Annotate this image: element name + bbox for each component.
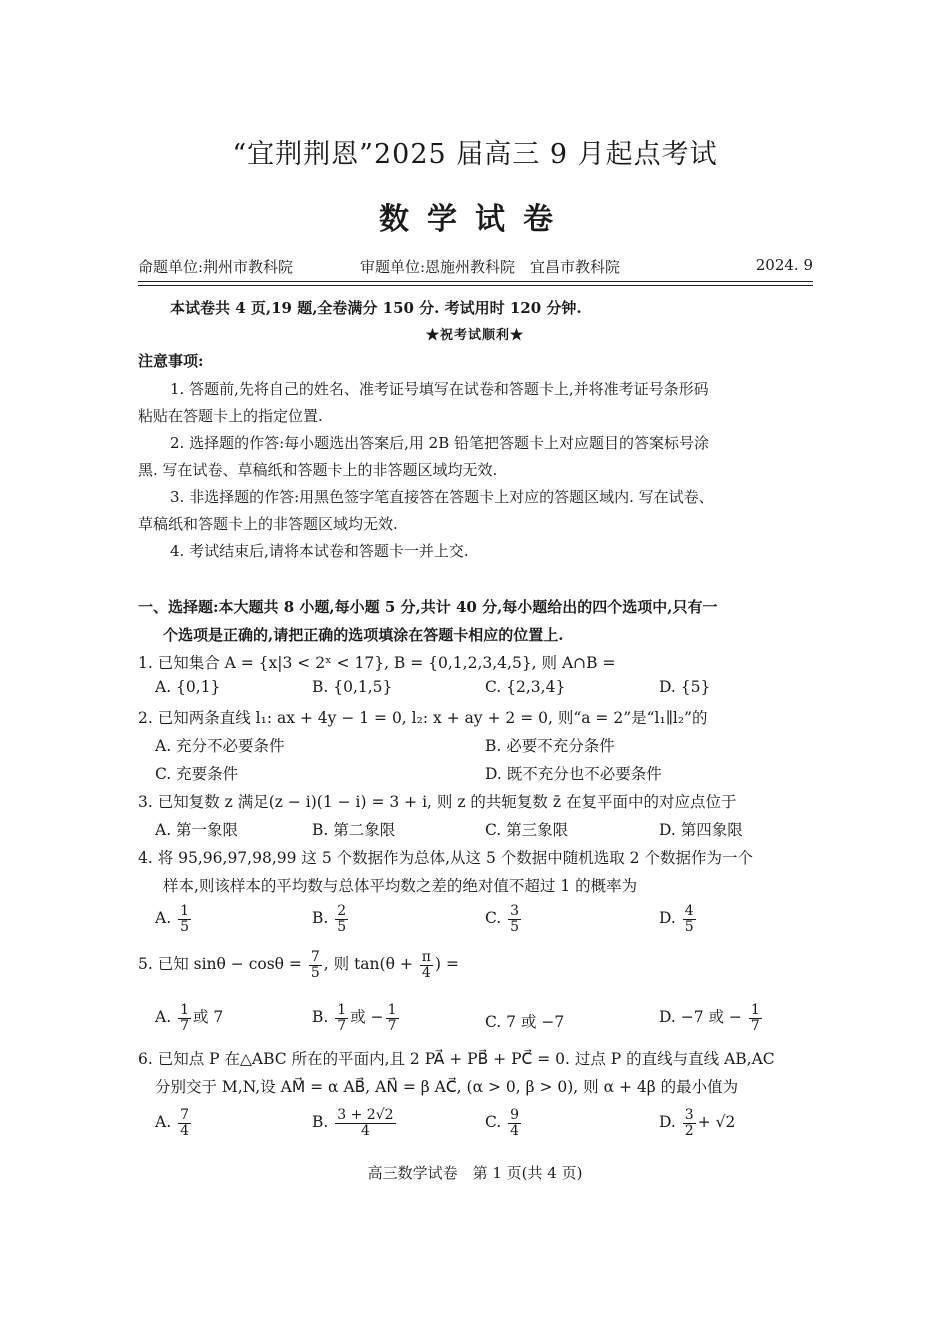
page-footer: 高三数学试卷 第 1 页(共 4 页) [367, 1164, 583, 1182]
proposer-unit: 命题单位:荆州市教科院 [138, 258, 294, 276]
question-6-option-a [155, 1108, 193, 1138]
question-3-option-b: B. 第二象限 [312, 821, 396, 839]
question-5-option-d [659, 1003, 764, 1033]
question-5-middle: , 则 tan(θ + [323, 955, 413, 974]
fraction [508, 904, 521, 934]
option-label: D. [659, 909, 676, 928]
option-label: C. [485, 909, 502, 928]
option-label: C. [485, 1113, 502, 1132]
denominator: 4 [421, 964, 431, 981]
option-label: A. [155, 1008, 172, 1027]
question-6-stem-line2: 分别交于 M,N,设 AM⃗ = α AB⃗, AN⃗ = β AC⃗, (α > 0, β > 0), 则 α + 4β 的最小值为 [155, 1078, 739, 1096]
denominator: 7 [180, 1017, 189, 1034]
fraction [683, 1108, 696, 1138]
question-1-option-b: B. {0,1,5} [312, 678, 393, 696]
question-3-stem: 3. 已知复数 z 满足(z − i)(1 − i) = 3 + i, 则 z 的共轭复数 z̄ 在复平面中的对应点位于 [138, 793, 737, 811]
fraction [749, 1003, 762, 1033]
exam-title: “宜荆荆恩”2025 届高三 9 月起点考试 [232, 139, 718, 170]
exam-intro: 本试卷共 4 页,19 题,全卷满分 150 分. 考试用时 120 分钟. [170, 299, 582, 317]
option-label: A. [155, 909, 172, 928]
denominator: 5 [510, 918, 520, 935]
numerator: 3 [684, 1107, 694, 1123]
fraction [420, 950, 433, 980]
question-5-option-c: C. 7 或 −7 [485, 1013, 565, 1031]
numerator: 4 [684, 903, 694, 919]
denominator: 5 [337, 918, 347, 935]
denominator: 5 [310, 964, 320, 981]
question-6-option-d [659, 1108, 735, 1138]
question-2-option-b: B. 必要不充分条件 [485, 737, 615, 755]
numerator: 1 [180, 1002, 189, 1018]
denominator: 4 [360, 1122, 370, 1139]
option-text: + √2 [697, 1113, 736, 1132]
notice-item-3-line1: 3. 非选择题的作答:用黑色签字笔直接答在答题卡上对应的答题区域内. 写在试卷、 [170, 488, 714, 506]
fraction [335, 1108, 395, 1138]
numerator: 3 + 2√2 [337, 1107, 394, 1123]
option-label: B. [312, 1113, 329, 1132]
notice-item-4: 4. 考试结束后,请将本试卷和答题卡一并上交. [170, 542, 469, 560]
section-1-instructions: 个选项是正确的,请把正确的选项填涂在答题卡相应的位置上. [163, 626, 564, 644]
notice-item-1-line2: 粘贴在答题卡上的指定位置. [138, 407, 323, 425]
denominator: 7 [387, 1017, 397, 1034]
option-text: 或 7 [192, 1008, 224, 1027]
numerator: 1 [180, 903, 189, 919]
fraction [309, 950, 322, 980]
notice-heading: 注意事项: [138, 352, 204, 370]
question-1-stem: 1. 已知集合 A = {x|3 < 2ˣ < 17}, B = {0,1,2,3,4,5}, 则 A∩B = [138, 654, 616, 672]
numerator: π [421, 949, 431, 965]
question-1-option-a: A. {0,1} [155, 678, 221, 696]
numerator: 2 [337, 903, 347, 919]
notice-item-2-line2: 黑. 写在试卷、草稿纸和答题卡上的非答题区域均无效. [138, 461, 498, 479]
question-3-option-d: D. 第四象限 [659, 821, 743, 839]
denominator: 7 [337, 1017, 347, 1034]
question-6-stem-line1: 6. 已知点 P 在△ABC 所在的平面内,且 2 PA⃗ + PB⃗ + PC⃗ = 0. 过点 P 的直线与直线 AB,AC [138, 1050, 775, 1068]
fraction [178, 1003, 191, 1033]
question-5-prefix: 5. 已知 sinθ − cosθ = [138, 955, 302, 974]
option-label: D. −7 或 − [659, 1008, 742, 1027]
fraction [508, 1108, 521, 1138]
fraction [386, 1003, 399, 1033]
blessing-text: ★祝考试顺利★ [425, 328, 524, 343]
fraction [683, 904, 696, 934]
denominator: 5 [684, 918, 694, 935]
question-3-option-a: A. 第一象限 [155, 821, 239, 839]
question-4-option-b [312, 904, 350, 934]
numerator: 1 [337, 1002, 347, 1018]
numerator: 3 [510, 903, 520, 919]
option-label: B. [312, 909, 329, 928]
fraction [335, 1003, 348, 1033]
numerator: 1 [387, 1002, 397, 1018]
question-2-option-a: A. 充分不必要条件 [155, 737, 285, 755]
question-1-option-d: D. {5} [659, 678, 711, 696]
numerator: 9 [510, 1107, 520, 1123]
question-6-option-c [485, 1108, 523, 1138]
notice-item-3-line2: 草稿纸和答题卡上的非答题区域均无效. [138, 515, 398, 533]
question-5-option-a [155, 1003, 223, 1033]
option-label: B. [312, 1008, 329, 1027]
header-divider-bottom [138, 285, 813, 286]
section-1-heading: 一、选择题:本大题共 8 小题,每小题 5 分,共计 40 分,每小题给出的四个选项中,只有一 [138, 598, 718, 616]
question-4-stem-line1: 4. 将 95,96,97,98,99 这 5 个数据作为总体,从这 5 个数据中随机选取 2 个数据作为一个 [138, 849, 753, 867]
fraction [178, 1108, 191, 1138]
question-2-option-c: C. 充要条件 [155, 765, 239, 783]
question-5-option-b [312, 1003, 401, 1033]
question-5-suffix: ) = [434, 955, 459, 974]
question-1-option-c: C. {2,3,4} [485, 678, 566, 696]
option-text: 或 − [350, 1008, 384, 1027]
question-2-option-d: D. 既不充分也不必要条件 [485, 765, 662, 783]
denominator: 4 [180, 1122, 189, 1139]
question-5-stem [138, 950, 459, 980]
reviewer-unit: 审题单位:恩施州教科院 宜昌市教科院 [360, 258, 621, 276]
question-4-option-c [485, 904, 523, 934]
exam-date: 2024. 9 [755, 256, 813, 274]
notice-item-2-line1: 2. 选择题的作答:每小题选出答案后,用 2B 铅笔把答题卡上对应题目的答案标号涂 [170, 434, 710, 452]
exam-subtitle: 数学试卷 [379, 202, 571, 237]
notice-item-1-line1: 1. 答题前,先将自己的姓名、准考证号填写在试卷和答题卡上,并将准考证号条形码 [170, 380, 709, 398]
question-2-stem: 2. 已知两条直线 l₁: ax + 4y − 1 = 0, l₂: x + ay + 2 = 0, 则“a = 2”是“l₁∥l₂”的 [138, 709, 708, 727]
question-6-option-b [312, 1108, 398, 1138]
denominator: 7 [750, 1017, 760, 1034]
numerator: 1 [750, 1002, 760, 1018]
option-label: A. [155, 1113, 172, 1132]
question-3-option-c: C. 第三象限 [485, 821, 569, 839]
question-4-option-d [659, 904, 698, 934]
denominator: 2 [684, 1122, 694, 1139]
question-4-stem-line2: 样本,则该样本的平均数与总体平均数之差的绝对值不超过 1 的概率为 [163, 877, 638, 895]
fraction [335, 904, 348, 934]
denominator: 5 [180, 918, 189, 935]
fraction [178, 904, 191, 934]
numerator: 7 [180, 1107, 189, 1123]
option-label: D. [659, 1113, 676, 1132]
header-divider-top [138, 281, 813, 282]
denominator: 4 [510, 1122, 520, 1139]
question-4-option-a [155, 904, 193, 934]
numerator: 7 [310, 949, 320, 965]
